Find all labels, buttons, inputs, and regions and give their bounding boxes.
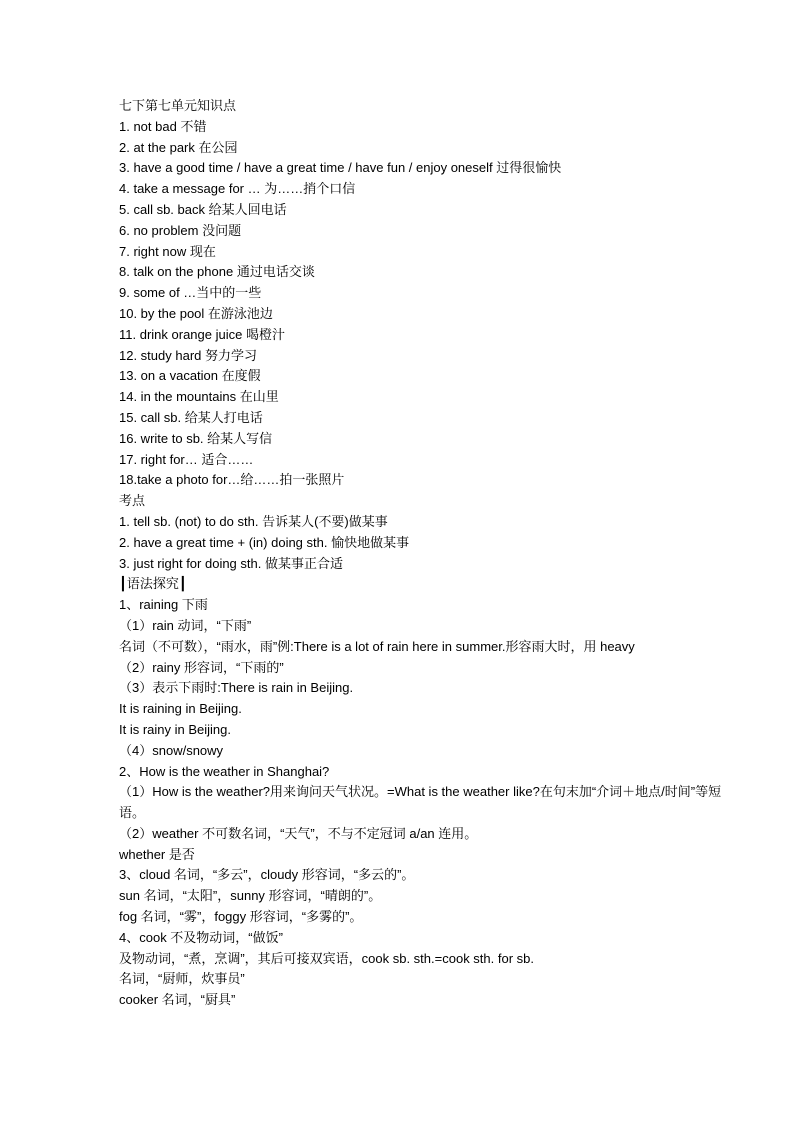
- grammar-line: （2）rainy 形容词，“下雨的”: [119, 659, 284, 675]
- phrase-item: 7. right now 现在: [119, 243, 216, 259]
- grammar-line: fog 名词，“雾”，foggy 形容词，“多雾的”。: [119, 909, 363, 925]
- document-page: [119, 96, 739, 1011]
- grammar-heading: ┃语法探究┃: [119, 576, 187, 592]
- grammar-line: 3、cloud 名词，“多云”，cloudy 形容词，“多云的”。: [119, 867, 415, 883]
- grammar-line: cooker 名词，“厨具”: [119, 992, 236, 1008]
- phrase-item: 9. some of …当中的一些: [119, 285, 262, 301]
- phrase-list: [119, 117, 739, 491]
- phrase-item: 11. drink orange juice 喝橙汁: [119, 326, 285, 342]
- exam-point-list: [119, 512, 739, 574]
- exam-point: 1. tell sb. (not) to do sth. 告诉某人(不要)做某事: [119, 513, 388, 529]
- grammar-line: 2、How is the weather in Shanghai?: [119, 763, 330, 779]
- phrase-item: 12. study hard 努力学习: [119, 347, 257, 363]
- grammar-line: sun 名词，“太阳”，sunny 形容词，“晴朗的”。: [119, 888, 382, 904]
- grammar-line: 1、raining 下雨: [119, 597, 208, 613]
- grammar-line: 名词（不可数），“雨水，雨”例:There is a lot of rain here in summer.形容雨大时，用 heavy: [119, 638, 635, 654]
- grammar-section: [119, 595, 739, 1011]
- grammar-line: （4）snow/snowy: [119, 742, 224, 758]
- phrase-item: 5. call sb. back 给某人回电话: [119, 201, 287, 217]
- phrase-item: 3. have a good time / have a great time / have fun / enjoy oneself 过得很愉快: [119, 160, 562, 176]
- grammar-line: 名词，“厨师，炊事员”: [119, 971, 245, 987]
- page-title: 七下第七单元知识点: [119, 98, 237, 113]
- grammar-line: （3）表示下雨时:There is rain in Beijing.: [119, 680, 354, 696]
- grammar-line: whether 是否: [119, 846, 195, 862]
- phrase-item: 17. right for… 适合……: [119, 451, 254, 467]
- phrase-item: 18.take a photo for…给……拍一张照片: [119, 472, 345, 488]
- grammar-line: （1）How is the weather?用来询问天气状况。=What is the weather like?在句末加“介词＋地点/时间”等短语。: [119, 784, 722, 821]
- phrase-item: 16. write to sb. 给某人写信: [119, 430, 273, 446]
- exam-point: 3. just right for doing sth. 做某事正合适: [119, 555, 343, 571]
- phrase-item: 4. take a message for … 为……捎个口信: [119, 181, 356, 197]
- phrase-item: 2. at the park 在公园: [119, 139, 238, 155]
- phrase-item: 15. call sb. 给某人打电话: [119, 409, 263, 425]
- grammar-line: It is raining in Beijing.: [119, 701, 242, 717]
- grammar-line: （1）rain 动词，“下雨”: [119, 617, 252, 633]
- phrase-item: 8. talk on the phone 通过电话交谈: [119, 264, 315, 280]
- grammar-line: 4、cook 不及物动词，“做饭”: [119, 929, 283, 945]
- grammar-line: （2）weather 不可数名词，“天气”，不与不定冠词 a/an 连用。: [119, 825, 478, 841]
- phrase-item: 6. no problem 没问题: [119, 222, 242, 238]
- phrase-item: 14. in the mountains 在山里: [119, 389, 279, 405]
- exam-heading: 考点: [119, 493, 146, 509]
- exam-point: 2. have a great time + (in) doing sth. 愉快地做某事: [119, 534, 410, 550]
- phrase-item: 13. on a vacation 在度假: [119, 368, 261, 384]
- phrase-item: 10. by the pool 在游泳池边: [119, 305, 273, 321]
- grammar-line: It is rainy in Beijing.: [119, 721, 231, 737]
- phrase-item: 1. not bad 不错: [119, 118, 207, 134]
- grammar-line: 及物动词，“煮，烹调”，其后可接双宾语，cook sb. sth.=cook sth. for sb.: [119, 950, 534, 966]
